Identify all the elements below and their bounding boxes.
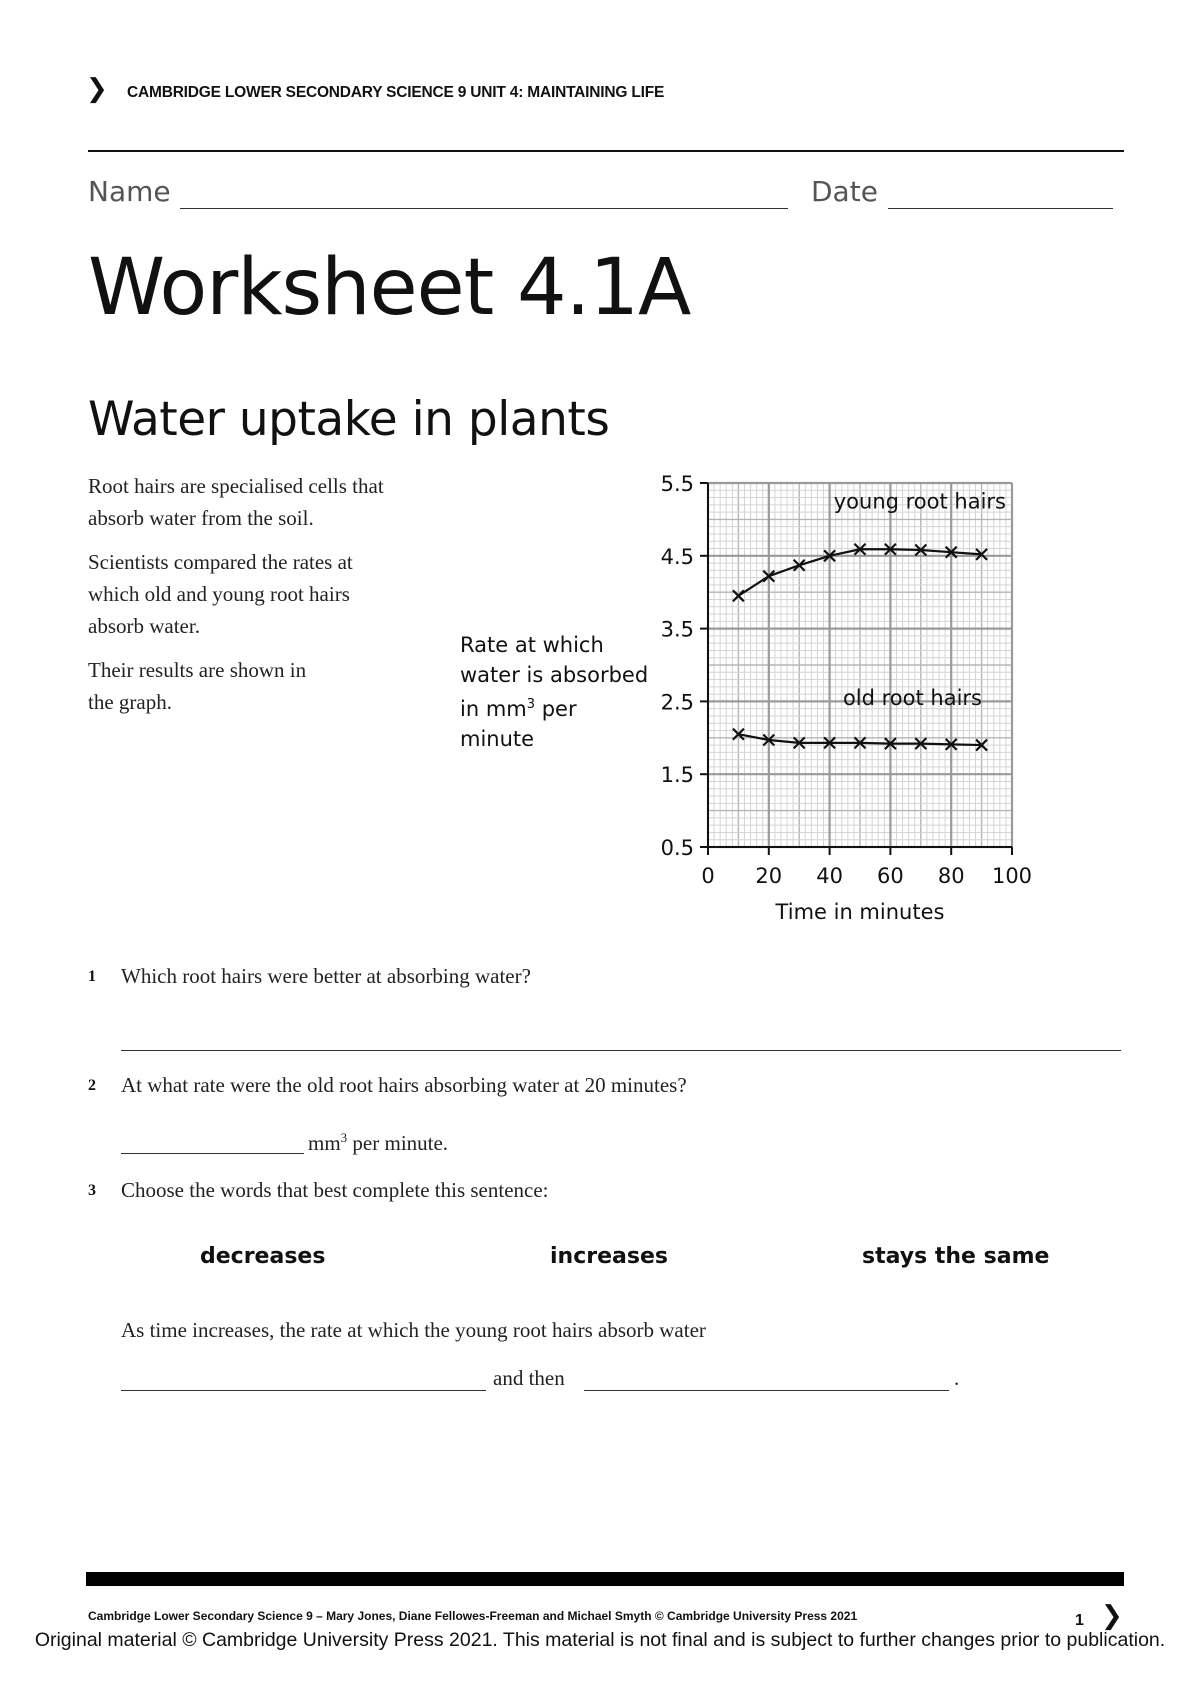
y-tick-label: 1.5 [660, 763, 694, 788]
question-2-answer-line[interactable] [121, 1153, 304, 1154]
x-tick-label: 60 [877, 864, 904, 888]
y-label-line: water is absorbed [460, 663, 649, 687]
header-chevron-icon: ❯ [86, 74, 108, 104]
choice-stays-the-same: stays the same [862, 1244, 1050, 1269]
y-label-line: Rate at which [460, 633, 604, 657]
series-label-young-root-hairs: young root hairs [833, 489, 1006, 514]
question-1-answer-line[interactable] [121, 1050, 1121, 1051]
series-label-old-root-hairs: old root hairs [842, 686, 982, 711]
page-subtitle: Water uptake in plants [88, 392, 610, 447]
chart-y-axis-label [460, 630, 660, 754]
y-label-line: per [541, 697, 577, 721]
name-label: Name [88, 175, 171, 208]
y-tick-label: 2.5 [660, 690, 694, 715]
publication-notice: Original material © Cambridge University Press 2021. This material is not final and is subject to further changes prior to publication. [34, 1629, 1166, 1651]
name-field[interactable] [180, 208, 788, 209]
intro-line: absorb water. [88, 614, 200, 638]
date-field[interactable] [888, 208, 1113, 209]
footer-bar [86, 1572, 1124, 1586]
date-label: Date [811, 175, 878, 208]
x-tick-label: 40 [816, 864, 843, 888]
x-tick-label: 80 [937, 864, 965, 888]
x-tick-label: 20 [755, 864, 783, 888]
y-label-line: in mm [460, 697, 527, 721]
unit-text: mm [308, 1131, 341, 1155]
question-3-blank-2[interactable] [584, 1390, 949, 1391]
intro-line: Scientists compared the rates at [88, 550, 353, 574]
intro-line: the graph. [88, 690, 172, 714]
y-tick-label: 5.5 [660, 472, 694, 496]
intro-line: Their results are shown in [88, 658, 307, 682]
y-tick-label: 4.5 [660, 544, 694, 569]
question-3-sentence: As time increases, the rate at which the young root hairs absorb water [121, 1318, 706, 1342]
question-2-unit [308, 1130, 448, 1156]
intro-paragraph-1 [88, 470, 458, 534]
question-1-text: Which root hairs were better at absorbing water? [121, 964, 531, 988]
footer-credit: Cambridge Lower Secondary Science 9 – Mary Jones, Diane Fellowes-Freeman and Michael Smyth © Cambridge University Press 2021 [88, 1609, 858, 1623]
unit-superscript: 3 [340, 1130, 348, 1145]
y-tick-label: 3.5 [660, 617, 694, 642]
choice-increases: increases [550, 1244, 668, 1269]
intro-paragraph-2 [88, 546, 458, 642]
header-rule [88, 150, 1124, 152]
question-3-connector: and then [493, 1366, 565, 1390]
x-tick-label: 0 [701, 864, 715, 888]
question-3-blank-1[interactable] [121, 1390, 486, 1391]
page-number: 1 [1075, 1612, 1084, 1629]
choice-decreases: decreases [200, 1244, 326, 1269]
y-label-line: minute [460, 727, 535, 751]
chart-x-axis-label: Time in minutes [775, 900, 945, 924]
intro-line: which old and young root hairs [88, 582, 350, 606]
intro-paragraph-3 [88, 654, 458, 718]
question-1-number: 1 [88, 968, 96, 985]
intro-text [88, 470, 458, 730]
question-3-text: Choose the words that best complete this sentence: [121, 1178, 549, 1202]
x-tick-label: 100 [991, 864, 1033, 888]
header-unit-title: CAMBRIDGE LOWER SECONDARY SCIENCE 9 UNIT 4: MAINTAINING LIFE [127, 84, 665, 101]
y-tick-label: 0.5 [660, 836, 694, 860]
unit-text: per minute. [347, 1131, 449, 1155]
question-2-text: At what rate were the old root hairs absorbing water at 20 minutes? [121, 1073, 687, 1097]
page-title: Worksheet 4.1A [88, 243, 691, 333]
y-label-superscript: 3 [526, 697, 536, 712]
chart-grid-minor [708, 483, 1012, 847]
footer-chevron-icon: ❯ [1101, 1601, 1123, 1631]
water-uptake-chart [640, 470, 1140, 990]
question-3-number: 3 [88, 1182, 96, 1199]
question-3-end: . [954, 1366, 960, 1390]
intro-line: absorb water from the soil. [88, 506, 314, 530]
intro-line: Root hairs are specialised cells that [88, 474, 384, 498]
question-2-number: 2 [88, 1077, 96, 1094]
